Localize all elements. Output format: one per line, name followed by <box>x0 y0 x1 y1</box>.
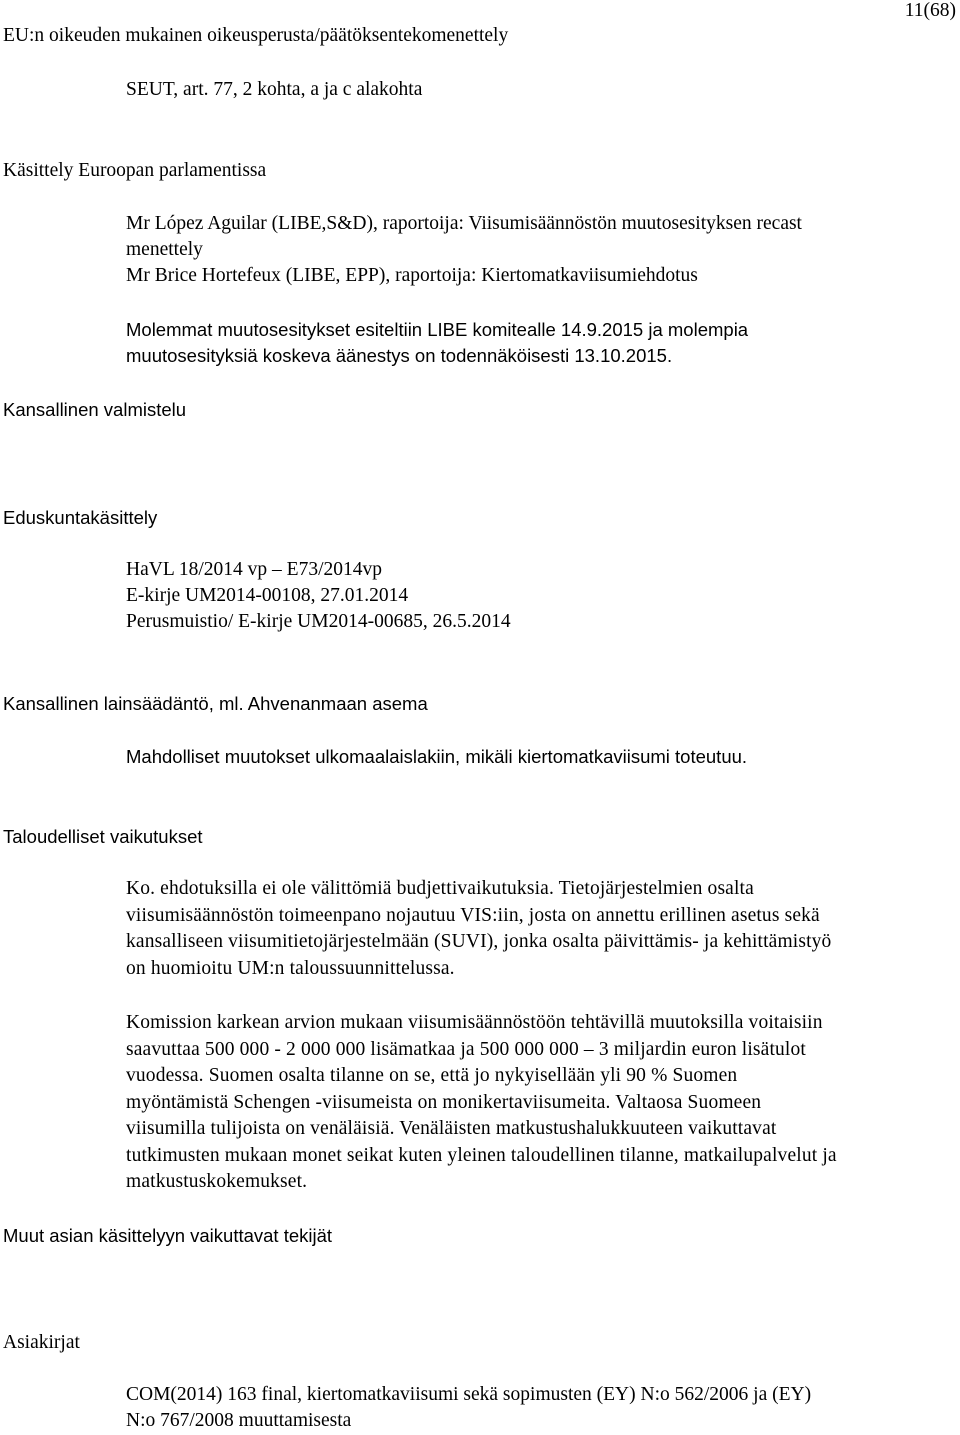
section-heading-ep: Käsittely Euroopan parlamentissa <box>3 160 267 181</box>
ep-note-line: muutosesityksiä koskeva äänestys on todennäköisesti 13.10.2015. <box>126 345 673 366</box>
section-heading-other-actors: Muut asian käsittelyyn vaikuttavat tekijät <box>3 1225 333 1246</box>
economic-para2-line: vuodessa. Suomen osalta tilanne on se, että jo nykyisellään yli 90 % Suomen <box>126 1065 738 1086</box>
economic-para2-line: saavuttaa 500 000 - 2 000 000 lisämatkaa ja 500 000 000 – 3 miljardin euron lisätulot <box>126 1039 806 1060</box>
legal-basis: SEUT, art. 77, 2 kohta, a ja c alakohta <box>126 79 423 100</box>
section-heading-parliament: Eduskuntakäsittely <box>3 507 158 528</box>
section-heading-documents: Asiakirjat <box>3 1332 80 1353</box>
parliament-line: HaVL 18/2014 vp – E73/2014vp <box>126 559 383 580</box>
economic-para1-line: Ko. ehdotuksilla ei ole välittömiä budjettivaikutuksia. Tietojärjestelmien osalta <box>126 878 754 899</box>
section-heading-economic: Taloudelliset vaikutukset <box>3 826 203 847</box>
economic-para2-line: viisumilla tulijoista on venäläisiä. Venäläisten matkustushalukkuuteen vaikuttavat <box>126 1118 777 1139</box>
parliament-line: E-kirje UM2014-00108, 27.01.2014 <box>126 585 409 606</box>
ep-line: Mr Brice Hortefeux (LIBE, EPP), raportoija: Kiertomatkaviisumiehdotus <box>126 265 698 286</box>
section-heading-legislation: Kansallinen lainsäädäntö, ml. Ahvenanmaan asema <box>3 693 428 714</box>
economic-para1-line: viisumisäännöstön toimeenpano nojautuu VIS:iin, josta on annettu erillinen asetus sekä <box>126 905 820 926</box>
ep-note-line: Molemmat muutosesitykset esiteltiin LIBE komitealle 14.9.2015 ja molempia <box>126 319 749 340</box>
document-line: N:o 767/2008 muuttamisesta <box>126 1410 352 1431</box>
economic-para2-line: Komission karkean arvion mukaan viisumisäännöstöön tehtävillä muutoksilla voitaisiin <box>126 1012 823 1033</box>
ep-line: menettely <box>126 239 203 260</box>
economic-para1-line: on huomioitu UM:n taloussuunnittelussa. <box>126 958 455 979</box>
economic-para1-line: kansalliseen viisumitietojärjestelmään (SUVI), jonka osalta päivittämis- ja kehittämistyö <box>126 931 832 952</box>
legislation-text: Mahdolliset muutokset ulkomaalaislakiin, mikäli kiertomatkaviisumi toteutuu. <box>126 746 748 767</box>
economic-para2-line: tutkimusten mukaan monet seikat kuten yleinen taloudellinen tilanne, matkailupalvelut ja <box>126 1145 837 1166</box>
parliament-line: Perusmuistio/ E-kirje UM2014-00685, 26.5.2014 <box>126 611 511 632</box>
document-line: COM(2014) 163 final, kiertomatkaviisumi sekä sopimusten (EY) N:o 562/2006 ja (EY) <box>126 1384 812 1405</box>
ep-line: Mr López Aguilar (LIBE,S&D), raportoija: Viisumisäännöstön muutosesityksen recast <box>126 213 802 234</box>
document-title: EU:n oikeuden mukainen oikeusperusta/päätöksentekomenettely <box>3 25 509 46</box>
economic-para2-line: myöntämistä Schengen -viisumeista on monikertaviisumeita. Valtaosa Suomeen <box>126 1092 762 1113</box>
section-heading-national-preparation: Kansallinen valmistelu <box>3 399 187 420</box>
economic-para2-line: matkustuskokemukset. <box>126 1171 308 1192</box>
page-number: 11(68) <box>904 0 956 21</box>
